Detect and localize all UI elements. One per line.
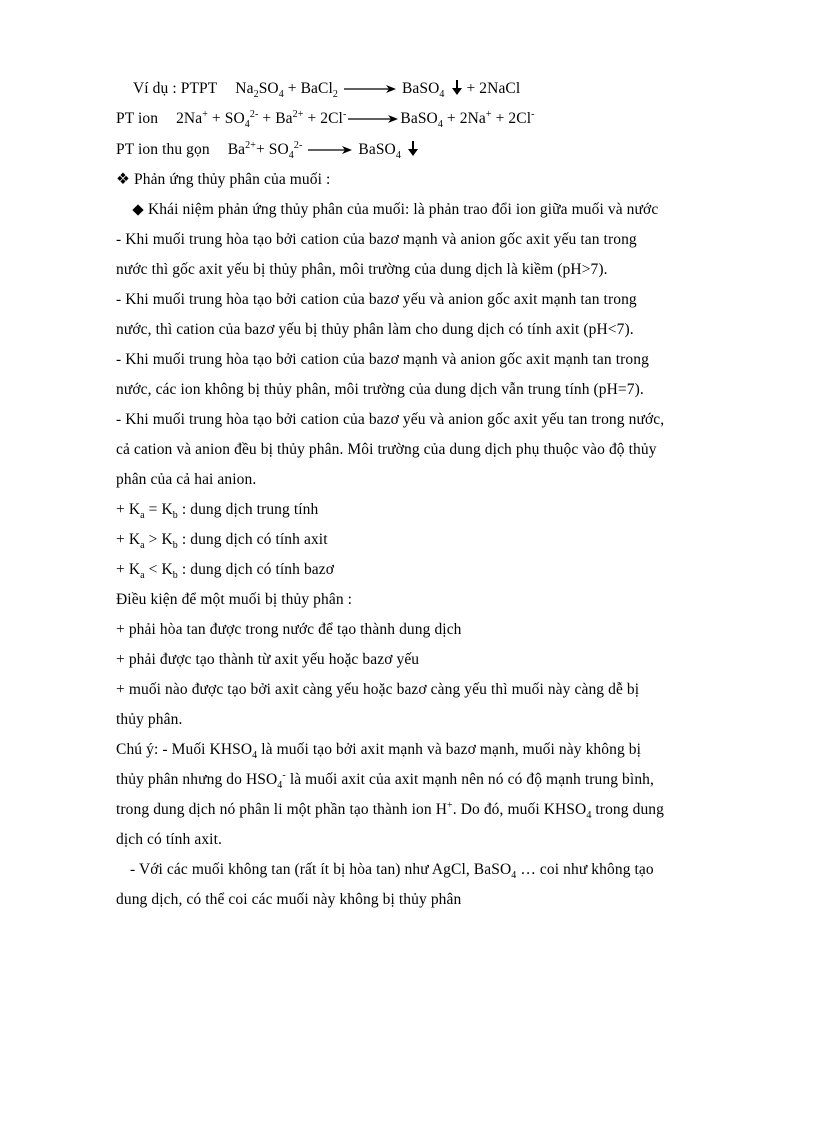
section-title: ❖ Phản ứng thủy phân của muối : bbox=[116, 171, 331, 188]
case-item: + $K_a = K_b$ : dung dịch trung tính bbox=[116, 501, 319, 522]
equation-ionic: PT ion $2Na^+ + SO_4^{2-} + Ba^{2+} + 2Cl^-$ BaSO$_4$ + 2Na+ + 2Cl- bbox=[116, 108, 535, 131]
reactant: + BaCl bbox=[287, 80, 333, 97]
equation-net-ionic: PT ion thu gọn $Ba^{2+}+ SO_4^{2-}$ BaSO$_4$ bbox=[116, 140, 419, 160]
note-line: thủy phân nhưng do $HSO_4^-$ là muối axit của axit mạnh nên nó có độ mạnh trung bình, bbox=[116, 769, 654, 792]
four-diamond-bullet-icon: ❖ bbox=[116, 171, 130, 188]
note-line: Chú ý: - Muối $KHSO_4$ là muối tạo bởi axit mạnh và bazơ mạnh, muối này không bị bbox=[116, 741, 642, 762]
paragraph-line: phân của cả hai anion. bbox=[116, 471, 257, 488]
equation-molecular: Ví dụ : PTPT $Na_2SO_4$ + BaCl$_2$ BaSO$_4$ + 2NaCl bbox=[133, 80, 521, 101]
equation-label: PT ion bbox=[116, 110, 159, 127]
precipitate-arrow-icon bbox=[451, 79, 463, 95]
condition-item: + phải hòa tan được trong nước để tạo thành dung dịch bbox=[116, 621, 462, 638]
condition-item: + muối nào được tạo bởi axit càng yếu hoặc bazơ càng yếu thì muối này càng dễ bị bbox=[116, 681, 640, 698]
product: + 2NaCl bbox=[466, 80, 521, 97]
note-line: - Với các muối không tan (rất ít bị hòa tan) như AgCl, BaSO$_4$ … coi như không tạo bbox=[130, 861, 654, 882]
paragraph-line: cả cation và anion đều bị thủy phân. Môi trường của dung dịch phụ thuộc vào độ thủy bbox=[116, 441, 657, 458]
diamond-bullet-icon bbox=[132, 204, 143, 215]
condition-item: thủy phân. bbox=[116, 711, 183, 728]
product: BaSO$_4$ bbox=[401, 80, 445, 101]
equation-label: Ví dụ : PTPT bbox=[133, 80, 218, 97]
case-item: + $K_a < K_b$ : dung dịch có tính bazơ bbox=[116, 561, 335, 582]
reaction-arrow-icon bbox=[348, 114, 398, 124]
note-line: dung dịch, có thể coi các muối này không bị thủy phân bbox=[116, 891, 462, 908]
note-line: dịch có tính axit. bbox=[116, 831, 222, 848]
paragraph-line: nước, thì cation của bazơ yếu bị thủy phân làm cho dung dịch có tính axit (pH<7). bbox=[116, 321, 634, 338]
paragraph-line: - Khi muối trung hòa tạo bởi cation của bazơ yếu và anion gốc axit mạnh tan trong bbox=[116, 291, 637, 308]
reaction-arrow-icon bbox=[344, 84, 396, 94]
reaction-arrow-icon bbox=[308, 145, 352, 155]
paragraph-line: nước, các ion không bị thủy phân, môi trường của dung dịch vẫn trung tính (pH=7). bbox=[116, 381, 644, 398]
paragraph-line: nước thì gốc axit yếu bị thủy phân, môi trường của dung dịch là kiềm (pH>7). bbox=[116, 261, 608, 278]
paragraph-line: - Khi muối trung hòa tạo bởi cation của bazơ yếu và anion gốc axit yếu tan trong nước, bbox=[116, 411, 665, 428]
condition-item: + phải được tạo thành từ axit yếu hoặc bazơ yếu bbox=[116, 651, 420, 668]
definition: Khái niệm phản ứng thủy phân của muối: là phản trao đổi ion giữa muối và nước bbox=[132, 200, 658, 220]
reactant: $Na_2SO_4$ bbox=[235, 80, 284, 101]
conditions-title: Điều kiện để một muối bị thủy phân : bbox=[116, 591, 353, 608]
paragraph-line: - Khi muối trung hòa tạo bởi cation của bazơ mạnh và anion gốc axit mạnh tan trong bbox=[116, 351, 649, 368]
note-line: trong dung dịch nó phân li một phần tạo thành ion H+. Do đó, muối $KHSO_4$ trong dung bbox=[116, 799, 664, 822]
equation-label: PT ion thu gọn bbox=[116, 141, 210, 158]
case-item: + $K_a > K_b$ : dung dịch có tính axit bbox=[116, 531, 328, 552]
paragraph-line: - Khi muối trung hòa tạo bởi cation của bazơ mạnh và anion gốc axit yếu tan trong bbox=[116, 231, 637, 248]
precipitate-arrow-icon bbox=[407, 140, 419, 156]
